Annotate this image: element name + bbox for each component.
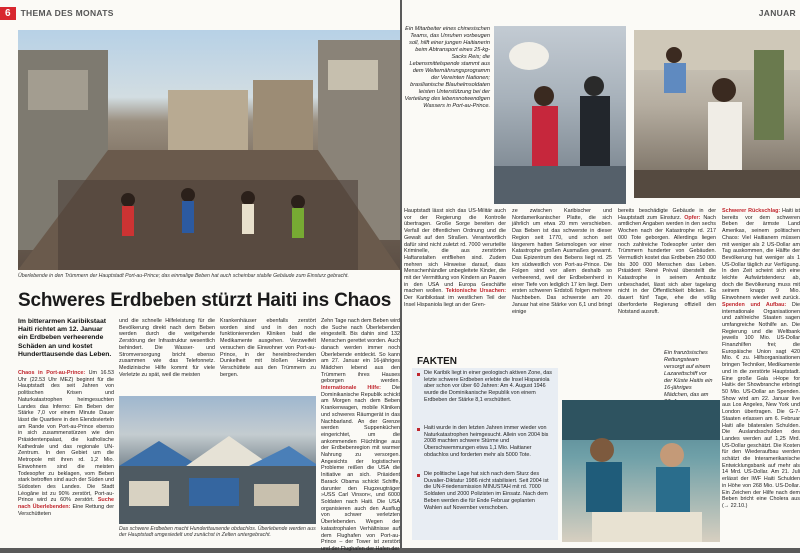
fact-item-2: Haiti wurde in den letzten Jahren immer wieder von Naturkatastrophen heimgesucht. Allein von 2004 bis 2008 machten schwere Stürme und Überschwemmungen etwa 1,1 Mio. Haitianer obdachlos und forderten mehr als 5000 Tote. [424, 425, 549, 458]
r-col1-text: Hauptstadt lässt sich das US-Militär auch vor der Regierung die Kontrolle übertragen. Große Sorge bereiten der Verfall der öffentlichen Ordnung und die Gewalt auf den Straßen. Verantwortlich dafür sind nicht zuletzt rd. 7000 verurteilte Kriminelle, die aus zerstörten Haftanstalten entfliehen sind. Zudem mehren sich Hinweise darauf, dass Menschenhändler unbegleitete Kinder, die mit der Vermittlung von Kindern an Paaren in den USA und Europa Geschäfte machen wollen. [404, 208, 508, 295]
column-3: Krankenhäuser ebenfalls zerstört worden sind und in den noch funktionierenden Kliniken bald die Medikamente ausgehen. Verzweifelt versuchen die Einwohner von Port-au-Prince, in der hereinbrechenden Dunkelheit mit bloßen Händen Verschüttete aus den Trümmern zu bergen. [220, 318, 318, 378]
rescue-photo [562, 400, 720, 542]
r-col3-text: Nach amtlichen Angaben werden in den sechs Wochen nach der Katastrophe rd. 217 000 Tote geborgen. Allerdings liegen noch zahlreiche Todesopfer unter den Trümmern hunderter von Gebäuden. Vermutlich kostet das Erdbeben 250 000 bis 300 000 Menschen das Leben. Präsident René Préval überstellt die Katastrophe in seinem Amtssitz unbeschadet, lässt sich aber tagelang nicht in der Öffentlichkeit blicken. Es dauert fünf Tage, ehe die völlig überforderte Regierung offiziell den Notstand ausruft. [618, 214, 718, 315]
photo-caption: Überlebende in den Trümmern der Hauptstadt Port-au-Prince; das einmalige Beben hat auch scheinbar stabile Gebäude zum Einsturz gebracht. [18, 273, 349, 279]
fact-bullet [417, 373, 420, 376]
aid-photo [494, 26, 626, 204]
facts-title: FAKTEN [417, 356, 457, 367]
street-photo-art [18, 30, 400, 270]
r-col3-subhead: Opfer: [684, 214, 701, 221]
r-column-3 [618, 208, 716, 315]
r-column-1 [404, 208, 506, 309]
right-header [759, 6, 800, 20]
water-photo-art [634, 30, 800, 198]
fact-item-1: Die Karibik liegt in einer geologisch aktiven Zone, das letzte schwere Erdbeben erlebte die Insel Hispaniola aber schon vor über 60 Jahren: Am 4. August 1946 wurde die Dominikanische Republik von einem Erdbeben der Stärke 8,1 erschüttert. [424, 370, 552, 403]
column-4 [321, 318, 400, 553]
fact-bullet [417, 474, 420, 477]
r-col4-text: Haiti ist bereits vor dem schweren Beben der ärmste Land Amerikas, seinem politischen Chaos: Viel Haitianern müssen mit weniger als 2 US-Dollar am Tag auskommen, die Hälfte der Bevölkerung hat weniger als 1 US-Dollar täglich zur Verfügung. In den Zeit scheint sich eine leichte Aufwärtstendenz ab, doch die Bevölkerung muss mit seinem knapp 9 Mio. Einwohnern wieder weit zurück. [722, 208, 800, 302]
fact-item-3: Die politische Lage hat sich nach dem Sturz des Duvalier-Diktatur 1986 nicht stabilisiert. Seit 2004 ist die UN-Friedensmission MINUSTAH mit rd. 7000 Soldaten und 2000 Polizisten im Einsatz. Nach dem Beben werden die für Ende Februar geplanten Wahlen auf November verschoben. [424, 471, 549, 511]
facts-box [412, 368, 558, 540]
col1-text-2: Eine Rettung der Verschütteten [18, 504, 116, 517]
r-col3-top: bereits beschädigte Gebäude in der Hauptstadt zum Einsturz. [618, 208, 718, 221]
col4-text-top: Zehn Tage nach dem Beben wird die Suche nach Überlebenden eingestellt. Bis dahin sind 132 Menschen gerettet worden. Auch danach werden immer noch Überlebende entdeckt. So kann am 27. Januar ein 16-jähriges Mädchen lebend aus den Trümmern ihres Hauses geborgen werden. [321, 318, 402, 385]
headline: Schweres Erdbeben stürzt Haiti ins Chaos [18, 290, 392, 311]
side-caption: Ein Mitarbeiter eines chinesischen Teams, das Unruhen vorbeugen soll, hilft einer jungen Haitianerin beim Abtransport eines 25-kg-Sacks Reis; die Lebensmittelspende stammt aus dem Welternährungsprogramm der Vereinten Nationen; brasilianische Blauhelmsoldaten leisten Unterstützung bei der Verteilung des lebensnotwendigen Wassers in Port-au-Prince. [404, 26, 490, 109]
camp-caption: Das schwere Erdbeben macht Hunderttausende obdachlos. Überlebende werden aus der Hauptstadt umgesiedelt und zunächst in Zelten untergebracht. [119, 526, 316, 539]
r-col4-subhead-2: Spenden und Aufbau: [722, 301, 787, 308]
rescue-photo-art [562, 400, 720, 542]
section-month: JANUAR [758, 8, 796, 18]
page-number: 6 [0, 7, 16, 20]
r-column-2: ze zwischen Karibischer und Nordamerikanischer Platte, die sich jährlich um etwa 20 mm verschieben. Das Beben ist das schwerste in dieser Region seit 1770, und schon seit längerem hatten Seismologen vor einer Katastrophe großen Ausmaßes gewarnt. Das Epizentrum des Bebens liegt rd. 25 km südwestlich von Port-au-Prince. Die Folgen sind vor allem deshalb so verheerend, weil der Erdbebenherd in einer Tiefe von lediglich 17 km liegt. Dem ersten schweren Erdstoß folgen mehrere Nachbeben. Das schwerste am 20. Januar hat eine Stärke von 6,1 und bringt einige [512, 208, 614, 315]
r-col1-subhead: Tektonische Ursachen: [445, 288, 506, 295]
col4-text: Die Dominikanische Republik schickt am Morgen nach dem Beben Krankenwagen, mobile Kliniken und schweres Räumgerät in das Nachbarland. An der Grenze werden Suppenküchen eingerichtet, um die ankommenden Flüchtlinge aus der Erdbebenregion mit warmer Nahrung zu versorgen. Angesichts der logistischen Probleme reißen die USA die Initiative an sich. Präsident Barack Obama schickt Schiffe, darunter den Flugzeugträger »USS Carl Vinson«, und 6000 Soldaten nach Haiti. Die USA organisieren auch den Ausflug von schwer verletzten Überlebenden. Wegen der katastrophalen Verhältnisse auf dem Flughafen von Port-au-Prince – der Tower ist zerstört und der Flughafen der Hafen der [321, 385, 402, 552]
r-col4-text-2: Die internationale Organisationen und zahlreiche Staaten sagen umfangreiche Nothilfe an. Die Regierung und die Weltbank jeweils 100 Mio. US-Dollar Finanzhilfen frei; die Europäische Union sagt 420 Mio. € zu. Hilfsorganisationen bringen Techniker, Medikamente und in die zerstörte Hauptstadt. Eine große Gala »Hope for Haiti« der Showbranche erbringt 50 Mio. US-Dollar an Spenden. Show wird am 22. Januar live aus Los Angeles, New York und London übertragen. Die G-7-Staaten erlassen am 6. Februar Haiti alle bilateralen Schulden. Die Auslandsschulden des Landes werden auf 1,25 Mrd. US-Dollar geschätzt. Die Kosten für den Wiederaufbau werden schätzt die Interamerikanische Entwicklungsbank auf mehr als 14 Mrd. US-Dollar. Am 21. Juli erlässt der IWF Haiti Schulden in Höhe von 268 Mio. US-Dollar. Ein Zeichen der Hilfe nach dem Beben bricht eine Cholera aus (→ 22.10.) [722, 301, 800, 509]
left-header [0, 6, 114, 20]
water-photo [634, 30, 800, 198]
r-col1-text-2: Der Karibikstaat im westlichen Teil der Insel Hispaniola liegt an der Gren- [404, 295, 508, 308]
col1-subhead-2: Suche nach Überlebenden: [18, 497, 116, 511]
col1-text: Um 16.53 Uhr (22.53 Uhr MEZ) beginnt für die Hauptstadt des seit Jahren von politischen Krisen und Naturkatastrophen heimgesuchten Landes das Inferno: Ein Beben der Stärke 7,0 vor einem Minute Dauer lässt die Quartiere in den Elendsvierteln am Rande von Port-au-Prince ebenso in sich zusammenstürzen wie den Präsidentenpalast, die katholische Kathedrale und das regionale UN-Zentrum. In den Gebiet um die Metropole mit ihren rd. 1,2 Mio. Einwohnern sind die meisten Todesopfer zu beklagen, vom Beben stark betroffen sind auch der Süden und Südosten des Landes. Die Stadt Léogâne ist zu 90% zerstört, Port-au-Prince wird zu 60% zerstört. [18, 370, 116, 504]
street-photo [18, 30, 400, 270]
rescue-caption: Ein französisches Rettungsteam versorgt auf einem Lazarettschiff vor der Küste Haitis ein 16-jähriges Mädchen, das am [664, 350, 713, 398]
camp-photo [119, 396, 316, 524]
lead-paragraph: Im bitterarmen Karibikstaat Haiti richtet am 12. Januar ein Erdbeben verheerende Schäden an und kostet Hunderttausende das Leben. [18, 318, 112, 358]
col4-subhead: Internationale Hilfe: [321, 385, 381, 392]
fact-bullet [417, 428, 420, 431]
col1-subhead: Chaos in Port-au-Prince: [18, 370, 86, 376]
camp-photo-art [119, 396, 316, 524]
column-2: und die schnelle Hilfeleistung für die Bevölkerung direkt nach dem Beben werden durch die weitgehende Zerstörung der Infrastruktur wesentlich behindert. Die Wasser- und Stromversorgung bricht ebenso zusammen wie das Telefonnetz. Medizinische Hilfe kommt für viele Verletzte zu spät, weil die meisten [119, 318, 217, 378]
r-column-4 [722, 208, 800, 510]
r-col4-subhead: Schwerer Rückschlag: [722, 208, 781, 214]
aid-photo-art [494, 26, 626, 204]
section-title: THEMA DES MONATS [20, 8, 114, 18]
column-1 [18, 370, 114, 517]
